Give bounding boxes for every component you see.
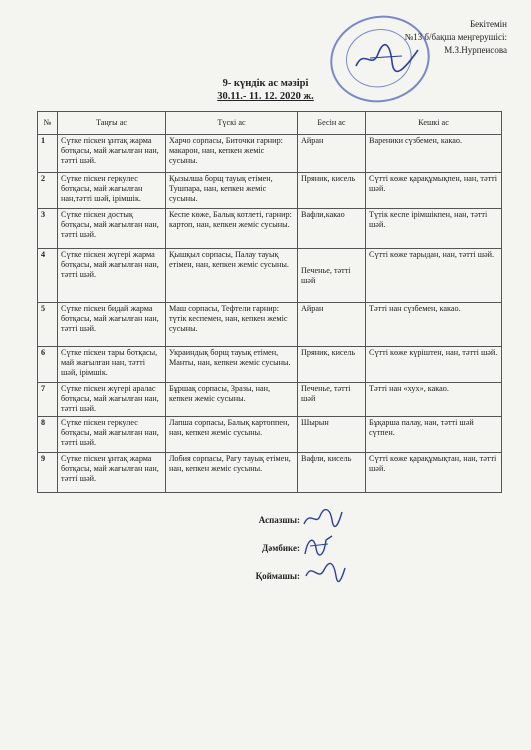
header-breakfast: Таңғы ас xyxy=(58,112,166,135)
table-row xyxy=(38,173,502,209)
breakfast-cell: Сүтке піскен тары ботқасы, май жағылған нан, тәтті шәй, ірімшік. xyxy=(58,347,166,383)
storekeeper-label: Қоймашы: xyxy=(255,571,300,581)
menu-table xyxy=(37,111,502,493)
header-snack: Бесін ас xyxy=(298,112,366,135)
day-number: 2 xyxy=(38,173,58,209)
snack-cell: Вафли, кисель xyxy=(298,453,366,493)
table-row xyxy=(38,383,502,417)
snack-cell: Пряник, кисель xyxy=(298,173,366,209)
lunch-cell: Украиндық борщ тауық етімен, Манты, нан, кепкен жеміс сусыны. xyxy=(166,347,298,383)
dinner-cell: Сүтті көже қарақұмықпен, нан, тәтті шәй. xyxy=(366,173,502,209)
breakfast-cell: Сүтке піскен жүгері аралас ботқасы, май жағылған нан, тәтті шәй. xyxy=(58,383,166,417)
title-period: 30.11.- 11. 12. 2020 ж. xyxy=(217,91,314,102)
approval-position: №13 б/бақша меңгерушісі: xyxy=(404,32,507,42)
table-row xyxy=(38,249,502,303)
day-number: 3 xyxy=(38,209,58,249)
nurse-label: Дәмбике: xyxy=(262,543,300,553)
document-title xyxy=(0,77,531,103)
table-row xyxy=(38,303,502,347)
header-lunch: Түскі ас xyxy=(166,112,298,135)
dinner-cell: Түтік кеспе ірімшікпен, нан, тәтті шәй. xyxy=(366,209,502,249)
header-number: № xyxy=(38,112,58,135)
sign-row-nurse xyxy=(240,543,300,571)
dinner-cell: Сүтті көже қарақұмықтан, нан, тәтті шәй. xyxy=(366,453,502,493)
breakfast-cell: Сүтке піскен ұнтақ жарма ботқасы, май жағылған нан, тәтті шәй. xyxy=(58,135,166,173)
header-dinner: Кешкі ас xyxy=(366,112,502,135)
approval-name: М.З.Нурпеисова xyxy=(444,45,507,55)
day-number: 6 xyxy=(38,347,58,383)
lunch-cell: Қызылша борщ тауық етімен, Тушпара, нан, кепкен жеміс сусыны. xyxy=(166,173,298,209)
snack-cell: Шырын xyxy=(298,417,366,453)
snack-cell: Айран xyxy=(298,303,366,347)
approval-heading: Бекітемін xyxy=(470,19,507,29)
table-header-row xyxy=(38,112,502,135)
storekeeper-signature xyxy=(304,560,346,584)
snack-cell: Вафли,какао xyxy=(298,209,366,249)
breakfast-cell: Сүтке піскен жүгері жарма ботқасы, май жағылған нан, тәтті шәй. xyxy=(58,249,166,303)
breakfast-cell: Сүтке піскен бидай жарма ботқасы, май жағылған нан, тәтті шәй. xyxy=(58,303,166,347)
lunch-cell: Лапша сорпасы, Балық картоппен, нан, кепкен жеміс сусыны. xyxy=(166,417,298,453)
nurse-signature xyxy=(302,532,336,558)
breakfast-cell: Сүтке піскен геркулес ботқасы, май жағылған нан,тәтті шәй, ірімшік. xyxy=(58,173,166,209)
sign-row-storekeeper xyxy=(240,571,300,599)
approval-block xyxy=(405,18,507,57)
breakfast-cell: Сүтке піскен достық ботқасы, май жағылған нан, тәтті шәй. xyxy=(58,209,166,249)
sign-row-cook xyxy=(240,515,300,543)
day-number: 8 xyxy=(38,417,58,453)
table-row xyxy=(38,453,502,493)
lunch-cell: Бұршақ сорпасы, Зразы, нан, кепкен жеміс сусыны. xyxy=(166,383,298,417)
dinner-cell: Бұқарша палау, нан, тәтті шәй сүтпен. xyxy=(366,417,502,453)
cook-signature xyxy=(302,506,344,530)
table-row xyxy=(38,209,502,249)
lunch-cell: Харчо сорпасы, Биточки гарнир: макарон, нан, кепкен жеміс сусыны. xyxy=(166,135,298,173)
dinner-cell: Тәтті нан сүзбемен, какао. xyxy=(366,303,502,347)
breakfast-cell: Сүтке піскен ұнтақ жарма ботқасы, май жағылған нан, тәтті шәй. xyxy=(58,453,166,493)
snack-cell: Печенье, тәтті шәй xyxy=(298,383,366,417)
dinner-cell: Тәтті нан «хух», какао. xyxy=(366,383,502,417)
breakfast-cell: Сүтке піскен геркулес ботқасы, май жағылған нан, тәтті шәй. xyxy=(58,417,166,453)
dinner-cell: Сүтті көже тарыдан, нан, тәтті шәй. xyxy=(366,249,502,303)
snack-cell: Печенье, тәтті шәй xyxy=(298,249,366,303)
dinner-cell: Сүтті көже күріштен, нан, тәтті шәй. xyxy=(366,347,502,383)
lunch-cell: Кеспе көже, Балық котлеті, гарнир: картоп, нан, кепкен жеміс сусыны. xyxy=(166,209,298,249)
title-main: 9- күндік ас мәзірі xyxy=(222,78,309,89)
table-row xyxy=(38,347,502,383)
day-number: 4 xyxy=(38,249,58,303)
dinner-cell: Вареники сүзбемен, какао. xyxy=(366,135,502,173)
snack-cell: Айран xyxy=(298,135,366,173)
table-row xyxy=(38,417,502,453)
lunch-cell: Маш сорпасы, Тефтели гарнир: түтік кеспемен, нан, кепкен жеміс сусыны. xyxy=(166,303,298,347)
cook-label: Аспазшы: xyxy=(258,515,300,525)
lunch-cell: Лобия сорпасы, Рагу тауық етімен, нан, кепкен жеміс сусыны. xyxy=(166,453,298,493)
day-number: 1 xyxy=(38,135,58,173)
signature-block xyxy=(240,515,300,599)
day-number: 5 xyxy=(38,303,58,347)
table-row xyxy=(38,135,502,173)
lunch-cell: Қышқыл сорпасы, Палау тауық етімен, нан, кепкен жеміс сусыны. xyxy=(166,249,298,303)
day-number: 9 xyxy=(38,453,58,493)
snack-cell: Пряник, кисель xyxy=(298,347,366,383)
day-number: 7 xyxy=(38,383,58,417)
